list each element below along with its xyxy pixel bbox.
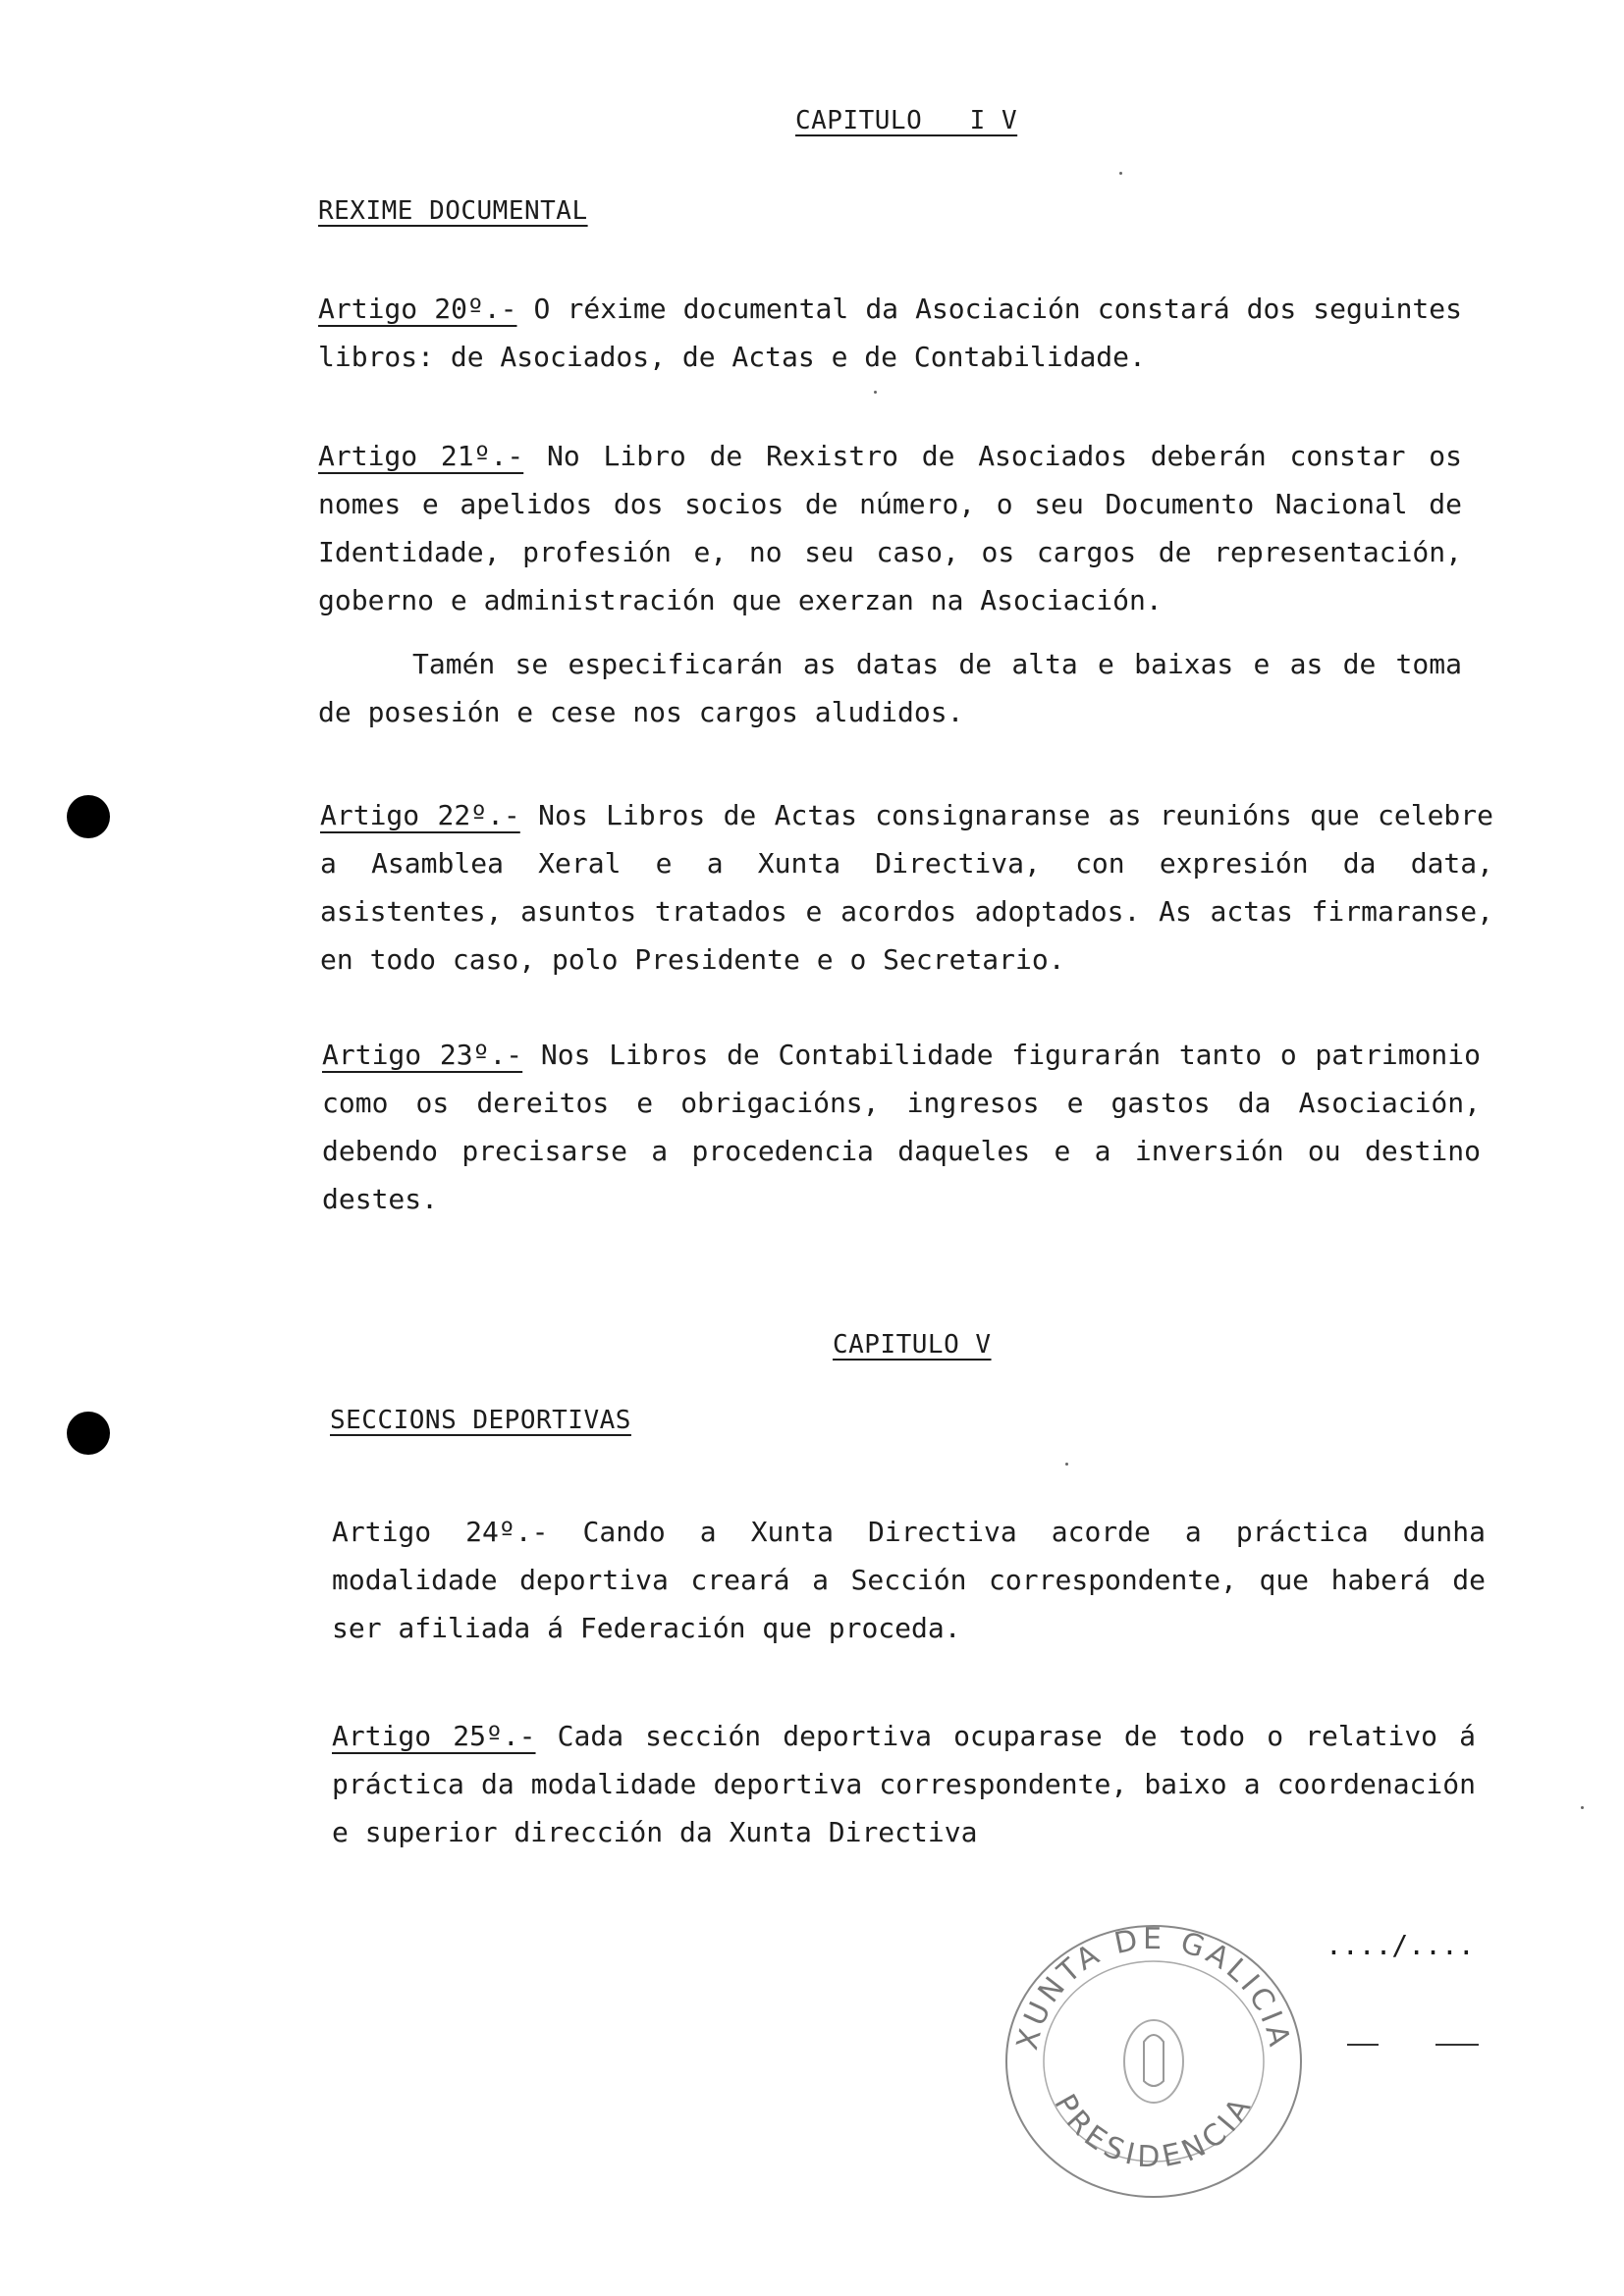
punch-hole-top: [67, 795, 110, 838]
chapter-5-section-title: SECCIONS DEPORTIVAS: [330, 1406, 631, 1435]
decorative-dash: [1435, 2044, 1479, 2046]
chapter-4-section-title: REXIME DOCUMENTAL: [318, 196, 588, 226]
seal-bottom-text: PRESIDENCIA: [1047, 2088, 1261, 2175]
article-20-lead: Artigo 20º.-: [318, 293, 517, 325]
article-21-text: No Libro de Rexistro de Asociados deberán constar os nomes e apelidos dos socios de número, o seu Documento Nacional de Identidade, profesión e, no seu caso, os cargos de representación, goberno e administración que exerzan na Asociación.: [318, 440, 1462, 616]
article-20: [318, 285, 1462, 381]
article-23: [322, 1031, 1481, 1223]
article-24-text: Artigo 24º.- Cando a Xunta Directiva acorde a práctica dunha modalidade deportiva creará a Sección correspondente, que haberá de ser afiliada á Federación que proceda.: [332, 1516, 1486, 1644]
article-24: [332, 1508, 1486, 1652]
article-22-text: Nos Libros de Actas consignaranse as reunións que celebre a Asamblea Xeral e a Xunta Directiva, con expresión da data, asistentes, asuntos tratados e acordos adoptados. As actas firmaranse, en todo caso, polo Presidente e o Secretario.: [320, 799, 1493, 976]
article-25: [332, 1712, 1476, 1856]
official-seal: [997, 1919, 1311, 2204]
article-23-text: Nos Libros de Contabilidade figurarán tanto o patrimonio como os dereitos e obrigacións, ingresos e gastos da Asociación, debendo precisarse a procedencia daqueles e a inversión ou destino destes.: [322, 1039, 1482, 1215]
article-21: [318, 432, 1462, 624]
scan-speck: [1119, 172, 1122, 175]
article-21-paragraph-2-text: Tamén se especificarán as datas de alta e baixas e as de toma de posesión e cese nos cargos aludidos.: [318, 648, 1462, 728]
article-25-lead: Artigo 25º.-: [332, 1720, 536, 1752]
continuation-mark: ..../....: [1326, 1929, 1475, 1961]
article-22-lead: Artigo 22º.-: [320, 799, 520, 831]
seal-top-text: XUNTA DE GALICIA: [1010, 1921, 1297, 2054]
decorative-dash: [1347, 2044, 1379, 2046]
scan-speck: [1065, 1463, 1068, 1466]
article-23-lead: Artigo 23º.-: [322, 1039, 523, 1071]
punch-hole-bottom: [67, 1412, 110, 1455]
article-25-text: Cada sección deportiva ocuparase de todo o relativo á práctica da modalidade deportiva correspondente, baixo a coordenación e superior dirección da Xunta Directiva: [332, 1720, 1476, 1848]
chapter-5-title: CAPITULO V: [833, 1330, 992, 1360]
article-21-paragraph-2: [318, 640, 1462, 736]
article-22: [320, 791, 1493, 984]
scan-speck: [1581, 1806, 1584, 1809]
article-20-text: O réxime documental da Asociación constará dos seguintes libros: de Asociados, de Actas e de Contabilidade.: [318, 293, 1462, 373]
chapter-4-title: CAPITULO I V: [795, 106, 1018, 135]
scan-speck: [874, 391, 877, 394]
article-21-lead: Artigo 21º.-: [318, 440, 524, 472]
